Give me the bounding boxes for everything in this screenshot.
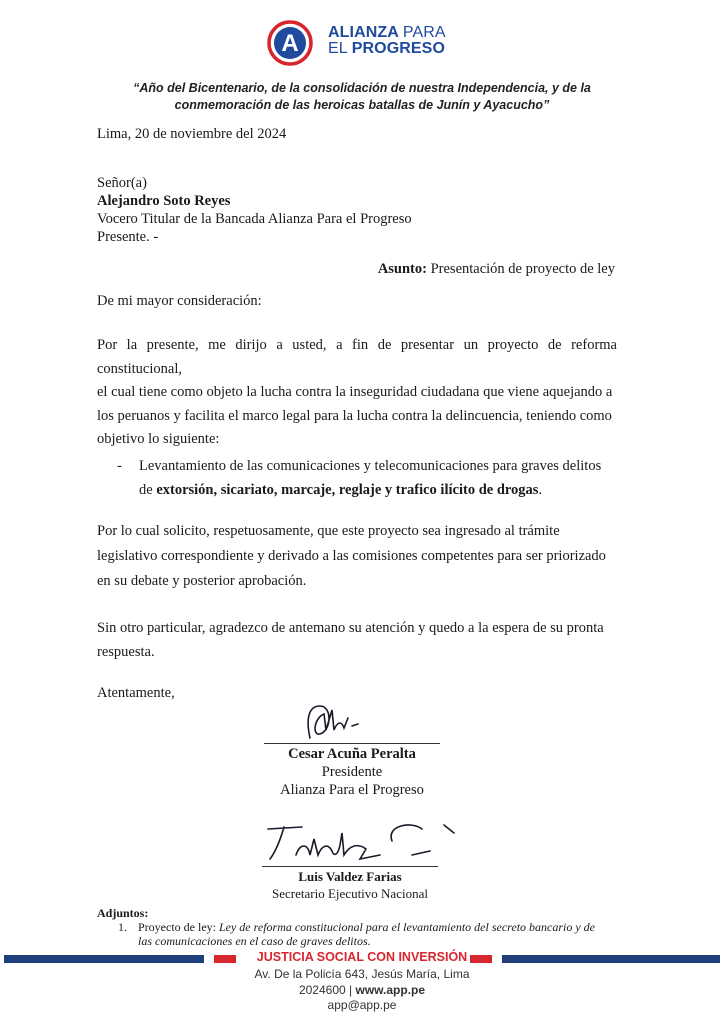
- party-logo: [266, 20, 466, 66]
- body2-line: Por lo cual solicito, respetuosamente, que este proyecto sea ingresado al trámite: [97, 523, 560, 539]
- signature-2-block: [262, 868, 438, 902]
- attachment-number: 1.: [118, 920, 127, 934]
- motto-line-1: “Año del Bicentenario, de la consolidación de nuestra Independencia, y de la: [133, 81, 591, 95]
- attachment-title-line-1: Ley de reforma constitucional para el levantamiento del secreto bancario y de: [218, 920, 596, 934]
- signature-2-line: [262, 866, 438, 867]
- presente: Presente. -: [97, 229, 159, 245]
- bullet-marker: -: [117, 458, 122, 474]
- bullet-item: [139, 455, 619, 502]
- signature-1-block: [264, 745, 440, 799]
- footer-separator: |: [349, 982, 353, 997]
- bullet-period: .: [538, 481, 543, 498]
- footer-bar-right-blue: [502, 955, 720, 963]
- recipient-block: [97, 174, 412, 246]
- body1-line: los peruanos y facilita el marco legal para la lucha contra la delincuencia, teniendo como: [97, 407, 612, 424]
- signature-2-handwriting: [262, 815, 462, 870]
- bullet-line-2: [139, 479, 619, 503]
- body-paragraph-2: [97, 519, 617, 594]
- logo-word-para: PARA: [402, 24, 446, 41]
- footer-email[interactable]: app@app.pe: [327, 998, 397, 1012]
- bullet-crimes: extorsión, sicariato, marcaje, reglaje y trafico ilícito de drogas: [156, 481, 539, 498]
- subject-text: Presentación de proyecto de ley: [430, 261, 615, 277]
- salutation: Señor(a): [97, 175, 147, 191]
- footer-bar-left-blue: [4, 955, 204, 963]
- attachment-prefix: Proyecto de ley:: [138, 920, 216, 934]
- footer-address: Av. De la Policía 643, Jesús María, Lima: [254, 967, 470, 981]
- motto-line-2: conmemoración de las heroicas batallas de Junín y Ayacucho”: [174, 98, 550, 112]
- bullet-line-1: Levantamiento de las comunicaciones y telecomunicaciones para graves delitos: [139, 458, 602, 474]
- body2-line: en su debate y posterior aprobación.: [97, 573, 307, 589]
- footer-phone-web: [212, 983, 512, 999]
- signer-1-role: Presidente: [321, 764, 383, 780]
- footer-website[interactable]: www.app.pe: [355, 982, 426, 997]
- bullet-prefix: de: [139, 481, 153, 498]
- logo-wordmark: [328, 25, 446, 57]
- attachment-item: [138, 920, 618, 948]
- signature-1-handwriting: [298, 700, 378, 748]
- logo-letter: A: [281, 30, 299, 57]
- logo-word-el: EL: [328, 40, 348, 57]
- signer-1-name: Cesar Acuña Peralta: [288, 746, 416, 762]
- footer-slogan: JUSTICIA SOCIAL CON INVERSIÓN: [256, 950, 468, 964]
- greeting: De mi mayor consideración:: [97, 293, 262, 309]
- body3-line: respuesta.: [97, 644, 155, 660]
- logo-emblem-icon: [266, 20, 318, 66]
- footer-phone: 2024600: [298, 982, 346, 997]
- footer-contact: [212, 967, 512, 1014]
- body1-line: Por la presente, me dirijo a usted, a fin de presentar un proyecto de reforma constitucional,: [97, 337, 617, 377]
- attachment-title-line-2: las comunicaciones en el caso de graves delitos.: [138, 934, 371, 948]
- attachments-label: Adjuntos:: [97, 906, 149, 920]
- body1-line: objetivo lo siguiente:: [97, 431, 220, 447]
- recipient-name: Alejandro Soto Reyes: [97, 193, 231, 209]
- official-year-motto: [100, 80, 624, 114]
- signer-2-role: Secretario Ejecutivo Nacional: [272, 886, 428, 901]
- recipient-title: Vocero Titular de la Bancada Alianza Para el Progreso: [97, 211, 412, 227]
- subject-line: [378, 260, 615, 278]
- body3-line: Sin otro particular, agradezco de antemano su atención y quedo a la espera de su pronta: [97, 620, 604, 636]
- signature-1-line: [264, 743, 440, 744]
- subject-label: Asunto:: [377, 261, 427, 277]
- body2-line: legislativo correspondiente y derivado a las comisiones competentes para ser priorizado: [97, 548, 606, 564]
- logo-word-progreso: PROGRESO: [351, 40, 445, 57]
- signer-2-name: Luis Valdez Farias: [298, 869, 402, 884]
- body-paragraph-3: [97, 616, 617, 664]
- logo-word-alianza: ALIANZA: [328, 24, 399, 41]
- letter-date: Lima, 20 de noviembre del 2024: [97, 126, 287, 142]
- signer-1-org: Alianza Para el Progreso: [280, 782, 424, 798]
- body1-line: el cual tiene como objeto la lucha contra la inseguridad ciudadana que viene aquejando a: [97, 384, 613, 400]
- closing: Atentamente,: [97, 685, 175, 701]
- body-paragraph-1: [97, 334, 617, 452]
